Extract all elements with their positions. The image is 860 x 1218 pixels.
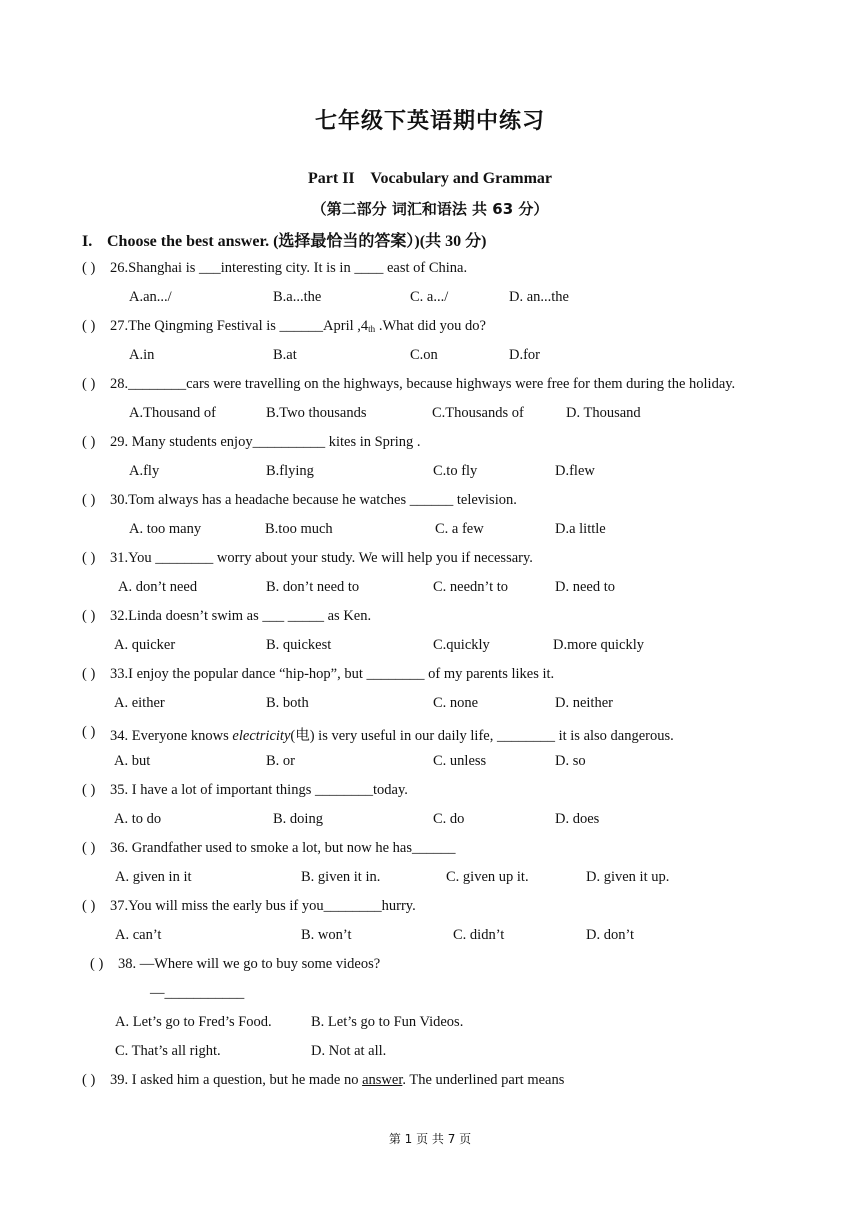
option-37-b: B. won’t [301, 927, 352, 943]
option-38-c: C. That’s all right. [115, 1043, 221, 1059]
option-38-d: D. Not at all. [311, 1043, 387, 1059]
option-27-b: B.at [273, 347, 297, 363]
option-27-d: D.for [509, 347, 541, 363]
option-32-d: D.more quickly [553, 637, 645, 653]
page-title: 七年级下英语期中练习 [314, 109, 545, 134]
option-33-c: C. none [433, 695, 479, 711]
answer-blank-37[interactable]: ( ) [82, 898, 96, 914]
option-26-d: D. an...the [509, 289, 569, 305]
option-27-c: C.on [410, 347, 438, 363]
question-38: 38. —Where will we go to buy some videos? [118, 956, 381, 972]
question-37: 37.You will miss the early bus if you________hurry. [110, 898, 416, 914]
option-30-c: C. a few [435, 521, 484, 537]
option-35-d: D. does [555, 811, 600, 827]
question-30: 30.Tom always has a headache because he watches ______ television. [110, 492, 517, 508]
question-27: 27.The Qingming Festival is ______April $,4_{th}$ .What did you do? [110, 318, 486, 334]
option-37-a: A. can’t [115, 927, 162, 943]
option-32-a: A. quicker [114, 637, 176, 653]
option-34-d: D. so [555, 753, 586, 769]
answer-blank-31[interactable]: ( ) [82, 550, 96, 566]
question-26: 26.Shanghai is ___interesting city. It is in ____ east of China. [110, 260, 468, 276]
question-35: 35. I have a lot of important things ________today. [110, 782, 408, 798]
answer-blank-28[interactable]: ( ) [82, 376, 96, 392]
option-34-a: A. but [114, 753, 151, 769]
section-number: I. [82, 233, 93, 250]
option-28-a: A.Thousand of [129, 405, 216, 421]
answer-blank-29[interactable]: ( ) [82, 434, 96, 450]
question-29: 29. Many students enjoy__________ kites in Spring . [110, 434, 421, 450]
option-36-d: D. given it up. [586, 869, 670, 885]
question-32: 32.Linda doesn’t swim as ___ _____ as Ken. [110, 608, 372, 624]
option-26-a: A.an.../ [129, 289, 172, 305]
option-32-c: C.quickly [433, 637, 490, 653]
option-29-a: A.fly [129, 463, 160, 479]
option-29-d: D.flew [555, 463, 595, 479]
option-29-b: B.flying [266, 463, 314, 479]
answer-blank-33[interactable]: ( ) [82, 666, 96, 682]
part-subheading: （第二部分 词汇和语法 共 63 分） [311, 200, 549, 218]
option-31-c: C. needn’t to [433, 579, 509, 595]
option-32-b: B. quickest [266, 637, 332, 653]
answer-blank-39[interactable]: ( ) [82, 1072, 96, 1088]
option-36-c: C. given up it. [446, 869, 529, 885]
answer-blank-35[interactable]: ( ) [82, 782, 96, 798]
question-34: 34. Everyone knows electricity(电) is very useful in our daily life, ________ it is also dangerous. [110, 728, 674, 744]
option-37-d: D. don’t [586, 927, 635, 943]
option-30-d: D.a little [555, 521, 606, 537]
page-footer: 第 1 页 共 7 页 [388, 1132, 472, 1146]
part-heading: Part II Vocabulary and Grammar [308, 170, 552, 187]
option-28-c: C.Thousands of [432, 405, 524, 421]
option-38-a: A. Let’s go to Fred’s Food. [115, 1014, 272, 1030]
answer-blank-30[interactable]: ( ) [82, 492, 96, 508]
option-36-b: B. given it in. [301, 869, 381, 885]
option-31-a: A. don’t need [118, 579, 198, 595]
option-34-c: C. unless [433, 753, 487, 769]
option-36-a: A. given in it [115, 869, 192, 885]
option-34-b: B. or [266, 753, 295, 769]
option-31-d: D. need to [555, 579, 615, 595]
answer-blank-27[interactable]: ( ) [82, 318, 96, 334]
option-33-b: B. both [266, 695, 309, 711]
option-27-a: A.in [129, 347, 155, 363]
option-26-b: B.a...the [273, 289, 322, 305]
option-33-d: D. neither [555, 695, 613, 711]
section-heading [82, 228, 486, 251]
question-39: 39. I asked him a question, but he made no answer. The underlined part means [110, 1072, 565, 1088]
option-35-c: C. do [433, 811, 465, 827]
question-33: 33.I enjoy the popular dance “hip-hop”, but ________ of my parents likes it. [110, 666, 555, 682]
option-38-b: B. Let’s go to Fun Videos. [311, 1014, 464, 1030]
question-31: 31.You ________ worry about your study. We will help you if necessary. [110, 550, 533, 566]
option-28-d: D. Thousand [566, 405, 641, 421]
option-35-a: A. to do [114, 811, 162, 827]
option-26-c: C. a.../ [410, 289, 449, 305]
answer-blank-36[interactable]: ( ) [82, 840, 96, 856]
option-30-b: B.too much [265, 521, 333, 537]
answer-blank-26[interactable]: ( ) [82, 260, 96, 276]
dialogue-reply-38: —___________ [150, 985, 245, 1001]
option-28-b: B.Two thousands [266, 405, 367, 421]
answer-blank-34[interactable]: ( ) [82, 724, 96, 740]
question-36: 36. Grandfather used to smoke a lot, but now he has______ [110, 840, 456, 856]
option-29-c: C.to fly [433, 463, 478, 479]
option-37-c: C. didn’t [453, 927, 505, 943]
option-33-a: A. either [114, 695, 165, 711]
section-text: Choose the best answer. (选择最恰当的答案）)(共 30 分) [107, 233, 487, 250]
answer-blank-32[interactable]: ( ) [82, 608, 96, 624]
option-35-b: B. doing [273, 811, 323, 827]
option-30-a: A. too many [129, 521, 202, 537]
option-31-b: B. don’t need to [266, 579, 360, 595]
question-28: 28.________cars were travelling on the highways, because highways were free for them during the holiday. [110, 376, 736, 392]
answer-blank-38[interactable]: ( ) [90, 956, 104, 972]
